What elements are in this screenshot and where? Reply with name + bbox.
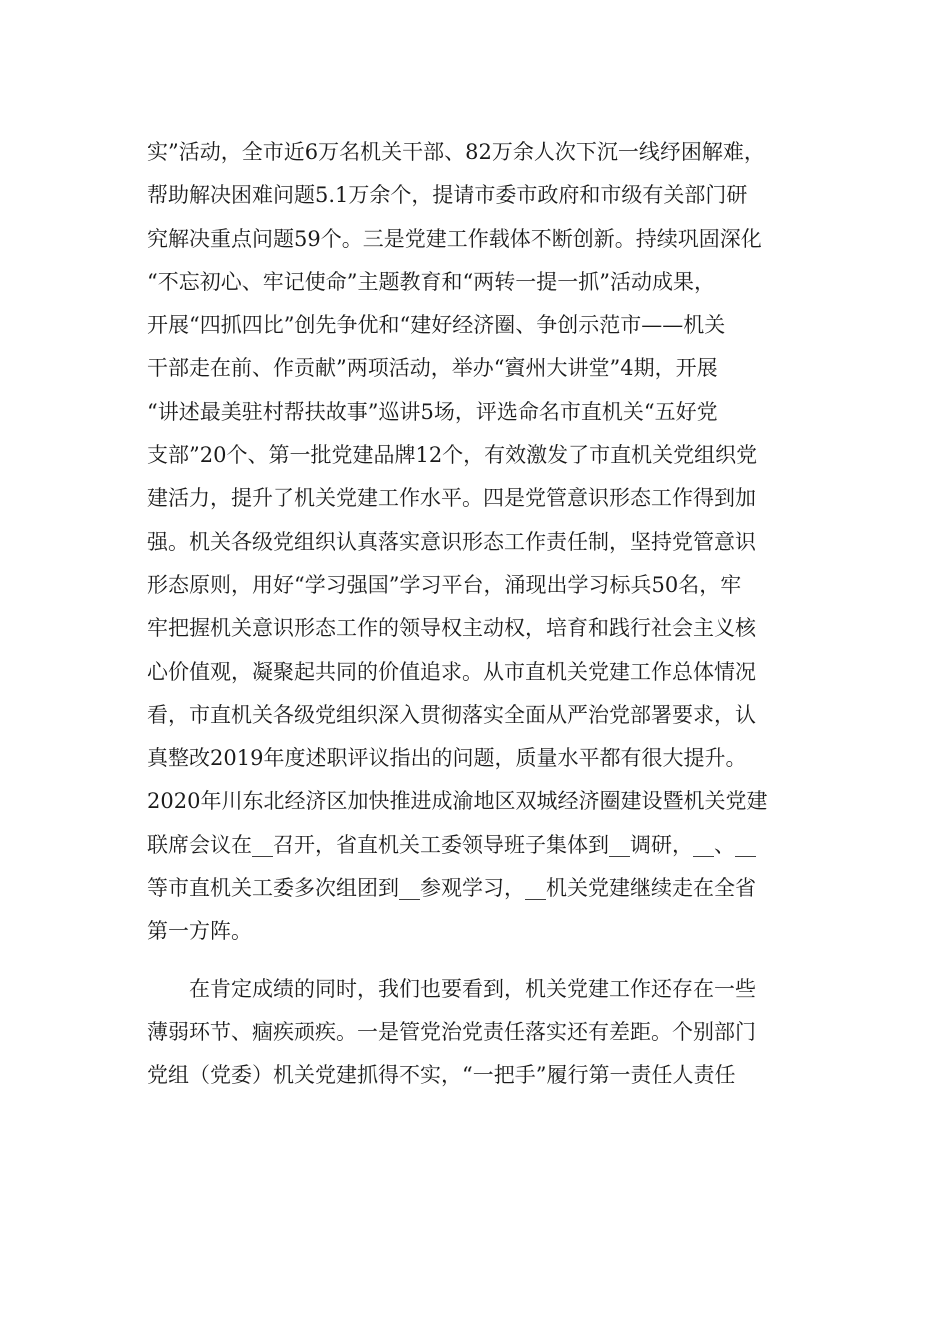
text-line: 究解决重点问题59个。三是党建工作载体不断创新。持续巩固深化 xyxy=(147,226,762,251)
text-line: “讲述最美驻村帮扶故事”巡讲5场，评选命名市直机关“五好党 xyxy=(147,399,718,424)
text-line: 看，市直机关各级党组织深入贯彻落实全面从严治党部署要求，认 xyxy=(147,702,756,727)
text-line: 在肯定成绩的同时，我们也要看到，机关党建工作还存在一些 xyxy=(189,976,756,1001)
text-line: 建活力，提升了机关党建工作水平。四是党管意识形态工作得到加 xyxy=(147,486,756,511)
text-line: 牢把握机关意识形态工作的领导权主动权，培育和践行社会主义核 xyxy=(147,616,756,641)
text-line: 支部”20个、第一批党建品牌12个，有效激发了市直机关党组织党 xyxy=(147,443,758,468)
text-line: 党组（党委）机关党建抓得不实，“一把手”履行第一责任人责任 xyxy=(147,1063,736,1088)
document-body xyxy=(147,131,807,1098)
text-line: 第一方阵。 xyxy=(147,919,252,944)
text-line: 真整改2019年度述职评议指出的问题，质量水平都有很大提升。 xyxy=(147,746,747,771)
text-line: “不忘初心、牢记使命”主题教育和“两转一提一抓”活动成果， xyxy=(147,269,715,294)
text-line: 帮助解决困难问题5.1万余个，提请市委市政府和市级有关部门研 xyxy=(147,183,748,208)
text-line: 开展“四抓四比”创先争优和“建好经济圈、争创示范市——机关 xyxy=(147,313,726,338)
text-line: 形态原则，用好“学习强国”学习平台，涌现出学习标兵50名，牢 xyxy=(147,572,742,597)
text-line: 2020年川东北经济区加快推进成渝地区双城经济圈建设暨机关党建 xyxy=(147,789,768,814)
text-line: 干部走在前、作贡献”两项活动，举办“賨州大讲堂”4期，开展 xyxy=(147,356,718,381)
text-line: 等市直机关工委多次组团到__参观学习，__机关党建继续走在全省 xyxy=(147,876,756,901)
paragraph-1 xyxy=(147,131,807,954)
paragraph-spacer xyxy=(147,954,807,968)
text-line: 实”活动，全市近6万名机关干部、82万余人次下沉一线纾困解难， xyxy=(147,140,765,164)
paragraph-2 xyxy=(147,968,807,1098)
text-line: 薄弱环节、痼疾顽疾。一是管党治党责任落实还有差距。个别部门 xyxy=(147,1019,756,1044)
text-line: 强。机关各级党组织认真落实意识形态工作责任制，坚持党管意识 xyxy=(147,529,756,554)
text-line: 联席会议在__召开，省直机关工委领导班子集体到__调研，__、__ xyxy=(147,832,756,857)
text-line: 心价值观，凝聚起共同的价值追求。从市直机关党建工作总体情况 xyxy=(147,659,756,684)
